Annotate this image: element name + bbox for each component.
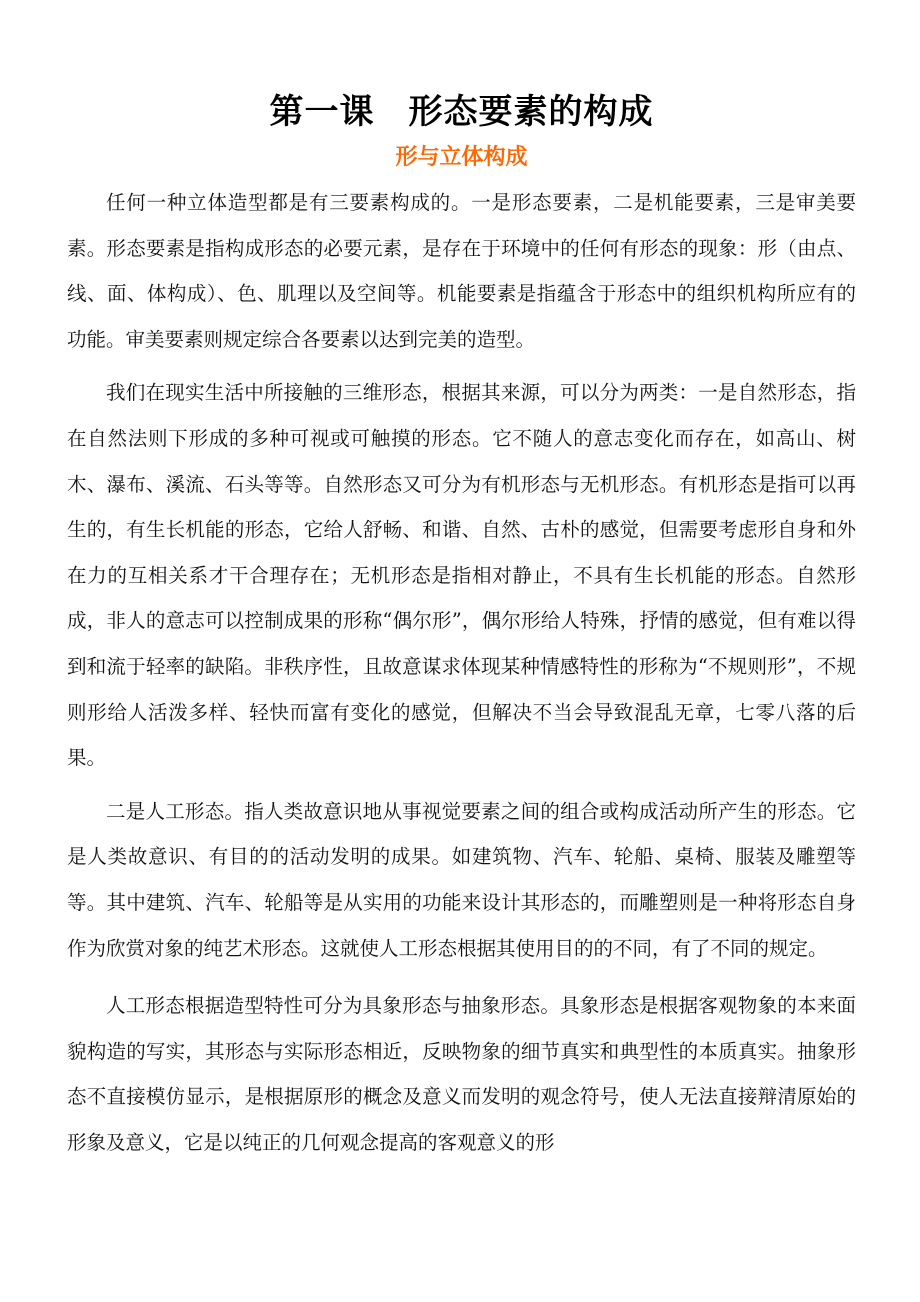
paragraph: 我们在现实生活中所接触的三维形态，根据其来源，可以分为两类：一是自然形态，指在自然法则下形成的多种可视或可触摸的形态。它不随人的意志变化而存在，如高山、树木、瀑布、溪流、石头等等。自然形态又可分为有机形态与无机形态。有机形态是指可以再生的，有生长机能的形态，它给人舒畅、和谐、自然、古朴的感觉，但需要考虑形自身和外在力的互相关系才干合理存在；无机形态是指相对静止，不具有生长机能的形态。自然形成，非人的意志可以控制成果的形称“偶尔形”，偶尔形给人特殊，抒情的感觉，但有难以得到和流于轻率的缺陷。非秩序性，且故意谋求体现某种情感特性的形称为“不规则形”，不规则形给人活泼多样、轻快而富有变化的感觉，但解决不当会导致混乱无章，七零八落的后果。 [67,381,856,770]
paragraph: 二是人工形态。指人类故意识地从事视觉要素之间的组合或构成活动所产生的形态。它是人类故意识、有目的的活动发明的成果。如建筑物、汽车、轮船、桌椅、服装及雕塑等等。其中建筑、汽车、轮船等是从实用的功能来设计其形态的，而雕塑则是一种将形态自身作为欣赏对象的纯艺术形态。这就使人工形态根据其使用目的的不同，有了不同的规定。 [67,799,856,960]
lesson-number: 第一课 [269,92,375,132]
lesson-topic: 形态要素的构成 [408,92,654,132]
lesson-title [67,86,856,138]
paragraph: 人工形态根据造型特性可分为具象形态与抽象形态。具象形态是根据客观物象的本来面貌构造的写实，其形态与实际形态相近，反映物象的细节真实和典型性的本质真实。抽象形态不直接模仿显示，是根据原形的概念及意义而发明的观念符号，使人无法直接辩清原始的形象及意义，它是以纯正的几何观念提高的客观意义的形 [67,994,856,1154]
section-subtitle: 形与立体构成 [395,145,528,170]
paragraph: 任何一种立体造型都是有三要素构成的。一是形态要素，二是机能要素，三是审美要素。形态要素是指构成形态的必要元素，是存在于环境中的任何有形态的现象：形（由点、线、面、体构成）、色、肌理以及空间等。机能要素是指蕴含于形态中的组织机构所应有的功能。审美要素则规定综合各要素以达到完美的造型。 [67,191,856,351]
